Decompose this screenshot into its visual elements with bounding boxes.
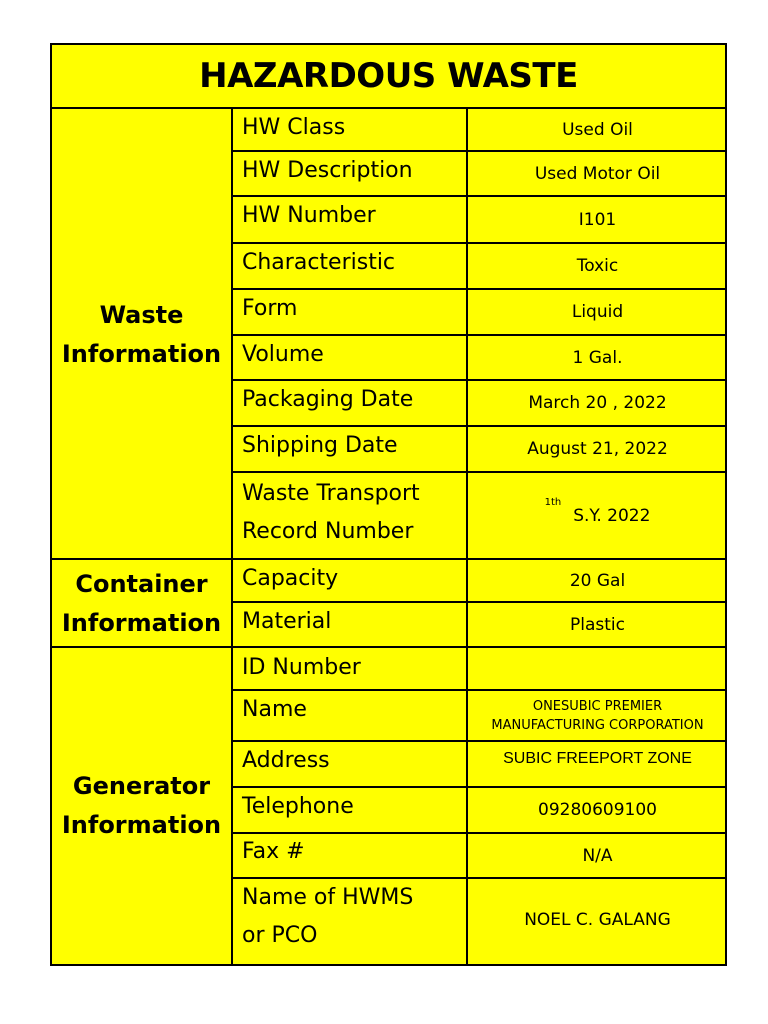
field-label-id-number: ID Number: [242, 655, 361, 680]
field-value-telephone: 09280609100: [538, 800, 657, 820]
field-label-form: Form: [242, 296, 298, 321]
field-label-volume: Volume: [242, 342, 324, 367]
field-label-hw-class: HW Class: [242, 115, 346, 140]
field-value-name: [470, 691, 725, 740]
section-waste-information: [52, 296, 231, 374]
page-title: HAZARDOUS WASTE: [199, 56, 578, 96]
value-line: ONESUBIC PREMIER: [532, 698, 663, 714]
field-label-capacity: Capacity: [242, 566, 339, 591]
section-line: Information: [61, 340, 222, 368]
field-value-characteristic: Toxic: [576, 256, 619, 276]
field-label-fax: Fax #: [242, 839, 305, 864]
section-line: Generator: [72, 772, 211, 800]
field-label-line: Waste Transport: [242, 481, 420, 506]
field-label-name: Name: [242, 697, 307, 722]
field-label-hw-number: HW Number: [242, 203, 376, 228]
field-value-shipping-date: August 21, 2022: [527, 439, 668, 459]
section-line: Information: [61, 811, 222, 839]
field-value-packaging-date: March 20 , 2022: [528, 393, 667, 413]
field-label-hwms: [242, 879, 466, 955]
section-line: Information: [61, 609, 222, 637]
field-value-fax: N/A: [582, 845, 613, 866]
section-line: Container: [75, 570, 208, 598]
field-value-hw-number: I101: [578, 209, 617, 230]
border-right: [725, 43, 727, 966]
field-label-address: Address: [242, 748, 330, 773]
field-value-address: SUBIC FREEPORT ZONE: [503, 750, 692, 767]
field-label-waste-transport-record: [242, 475, 466, 551]
value-column-divider: [466, 107, 468, 966]
field-value-id-number: [470, 648, 725, 689]
section-generator-information: [52, 767, 231, 845]
border-bottom: [50, 964, 727, 966]
field-label-line: Record Number: [242, 519, 414, 544]
field-label-packaging-date: Packaging Date: [242, 387, 414, 412]
field-value-volume: 1 Gal.: [572, 347, 623, 368]
field-label-telephone: Telephone: [242, 794, 354, 819]
section-column-divider: [231, 107, 233, 966]
field-value-material: Plastic: [570, 614, 625, 635]
section-line: Waste: [99, 301, 184, 329]
field-value-form: Liquid: [571, 302, 624, 322]
ordinal-superscript: 1th: [544, 496, 562, 508]
value-line: MANUFACTURING CORPORATION: [491, 717, 704, 733]
field-value-hw-description: Used Motor Oil: [534, 163, 661, 184]
field-value-capacity: 20 Gal: [569, 570, 626, 591]
field-value-waste-transport-record: [470, 473, 725, 558]
field-label-line: Name of HWMS: [242, 885, 414, 910]
record-number: S.Y. 2022: [573, 505, 651, 526]
field-label-line: or PCO: [242, 923, 318, 948]
section-container-information: [52, 565, 231, 643]
field-value-hw-class: Used Oil: [562, 119, 633, 140]
field-label-hw-description: HW Description: [242, 158, 413, 183]
field-label-characteristic: Characteristic: [242, 250, 396, 275]
field-label-material: Material: [242, 609, 332, 634]
field-label-shipping-date: Shipping Date: [242, 433, 398, 458]
field-value-hwms: NOEL C. GALANG: [524, 910, 671, 930]
